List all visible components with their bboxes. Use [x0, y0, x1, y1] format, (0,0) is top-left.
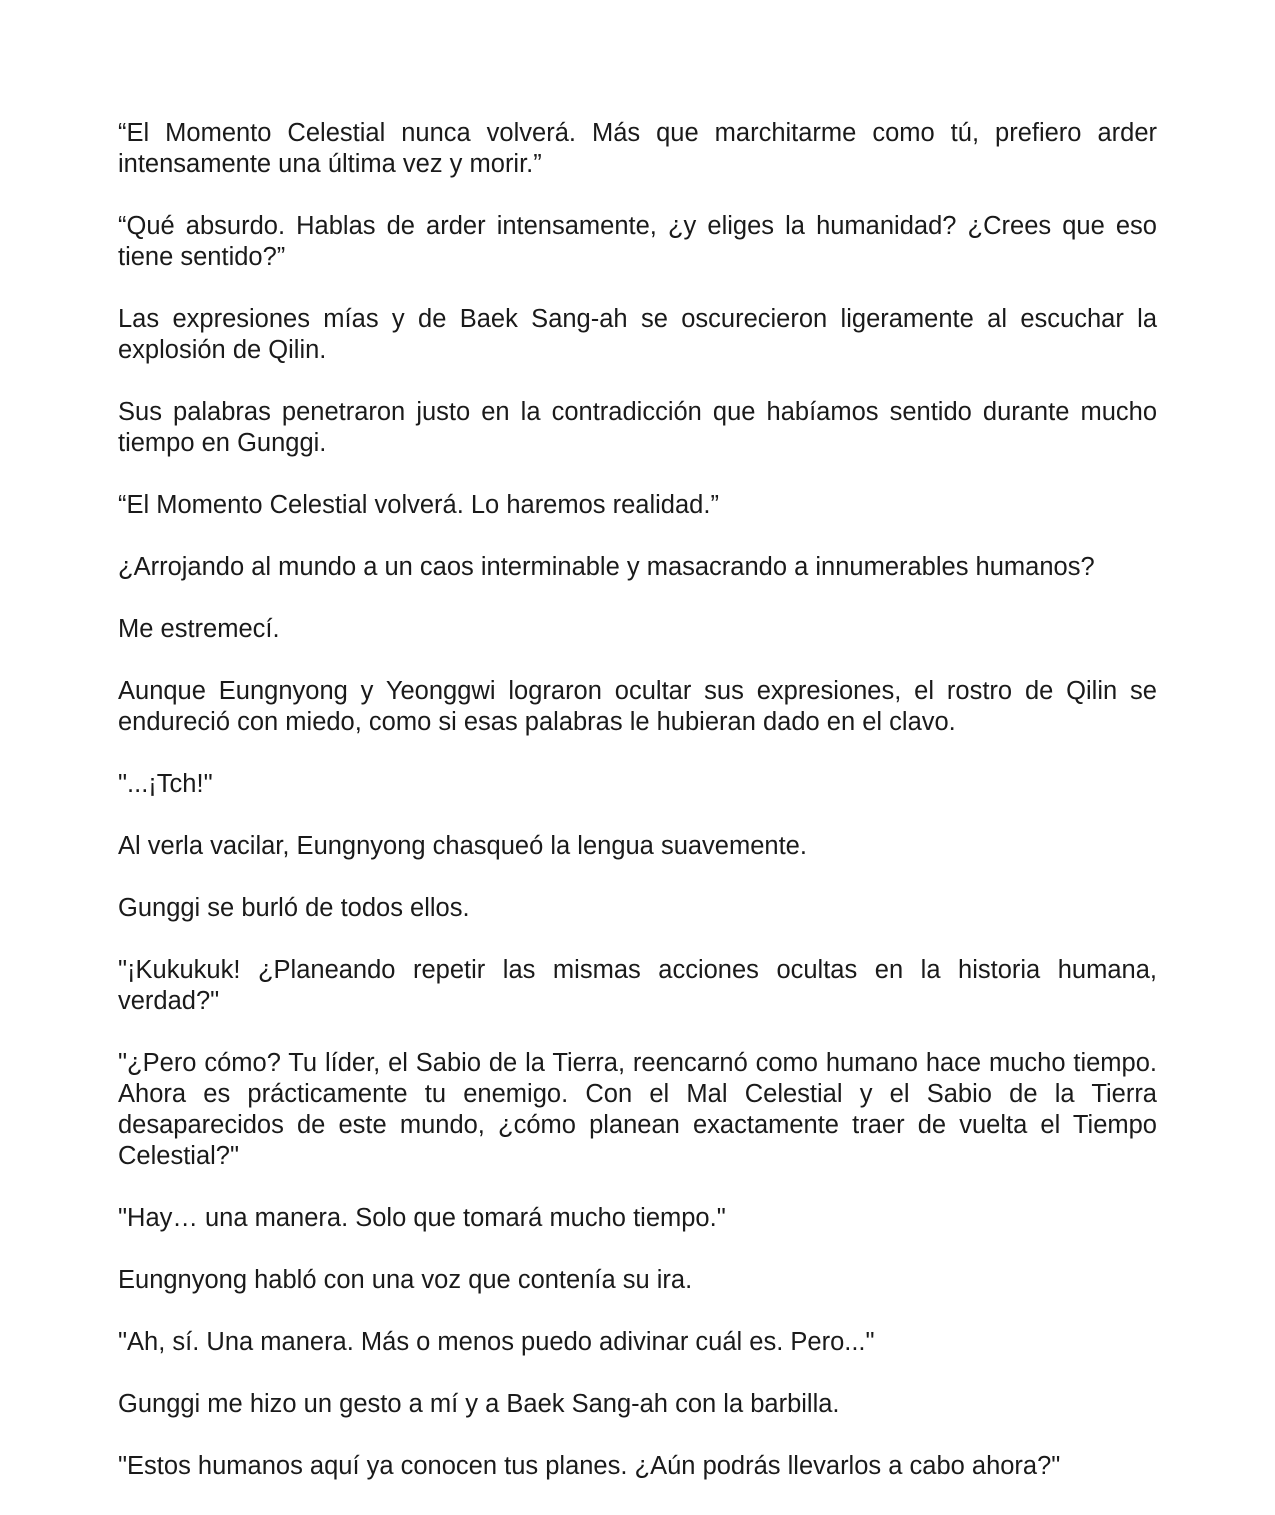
paragraph-9: "...¡Tch!" [118, 770, 213, 798]
paragraph-8: Aunque Eungnyong y Yeonggwi lograron ocultar sus expresiones, el rostro de Qilin se endureció con miedo, como si esas palabras le hubieran dado en el clavo. [118, 677, 1157, 736]
paragraph-7: Me estremecí. [118, 615, 280, 643]
paragraph-14: "Hay… una manera. Solo que tomará mucho tiempo." [118, 1204, 726, 1232]
paragraph-11: Gunggi se burló de todos ellos. [118, 894, 470, 922]
document-page [118, 118, 1157, 1482]
paragraph-1: “El Momento Celestial nunca volverá. Más que marchitarme como tú, prefiero arder intensamente una última vez y morir.” [118, 119, 1157, 178]
paragraph-17: Gunggi me hizo un gesto a mí y a Baek Sang-ah con la barbilla. [118, 1390, 840, 1418]
paragraph-12: "¡Kukukuk! ¿Planeando repetir las mismas acciones ocultas en la historia humana, verdad?" [118, 956, 1157, 1015]
paragraph-18: "Estos humanos aquí ya conocen tus planes. ¿Aún podrás llevarlos a cabo ahora?" [118, 1452, 1061, 1480]
paragraph-4: Sus palabras penetraron justo en la contradicción que habíamos sentido durante mucho tiempo en Gunggi. [118, 398, 1157, 457]
paragraph-16: "Ah, sí. Una manera. Más o menos puedo adivinar cuál es. Pero..." [118, 1328, 875, 1356]
paragraph-15: Eungnyong habló con una voz que contenía su ira. [118, 1266, 693, 1294]
paragraph-6: ¿Arrojando al mundo a un caos interminable y masacrando a innumerables humanos? [118, 553, 1095, 581]
paragraph-3: Las expresiones mías y de Baek Sang-ah se oscurecieron ligeramente al escuchar la explosión de Qilin. [118, 305, 1157, 364]
paragraph-13: "¿Pero cómo? Tu líder, el Sabio de la Tierra, reencarnó como humano hace mucho tiempo. Ahora es prácticamente tu enemigo. Con el Mal Celestial y el Sabio de la Tierra desaparecidos de este mundo, ¿cómo planean exactamente traer de vuelta el Tiempo Celestial?" [118, 1049, 1157, 1170]
paragraph-5: “El Momento Celestial volverá. Lo haremos realidad.” [118, 491, 719, 519]
paragraph-2: “Qué absurdo. Hablas de arder intensamente, ¿y eliges la humanidad? ¿Crees que eso tiene sentido?” [118, 212, 1157, 271]
paragraph-10: Al verla vacilar, Eungnyong chasqueó la lengua suavemente. [118, 832, 807, 860]
